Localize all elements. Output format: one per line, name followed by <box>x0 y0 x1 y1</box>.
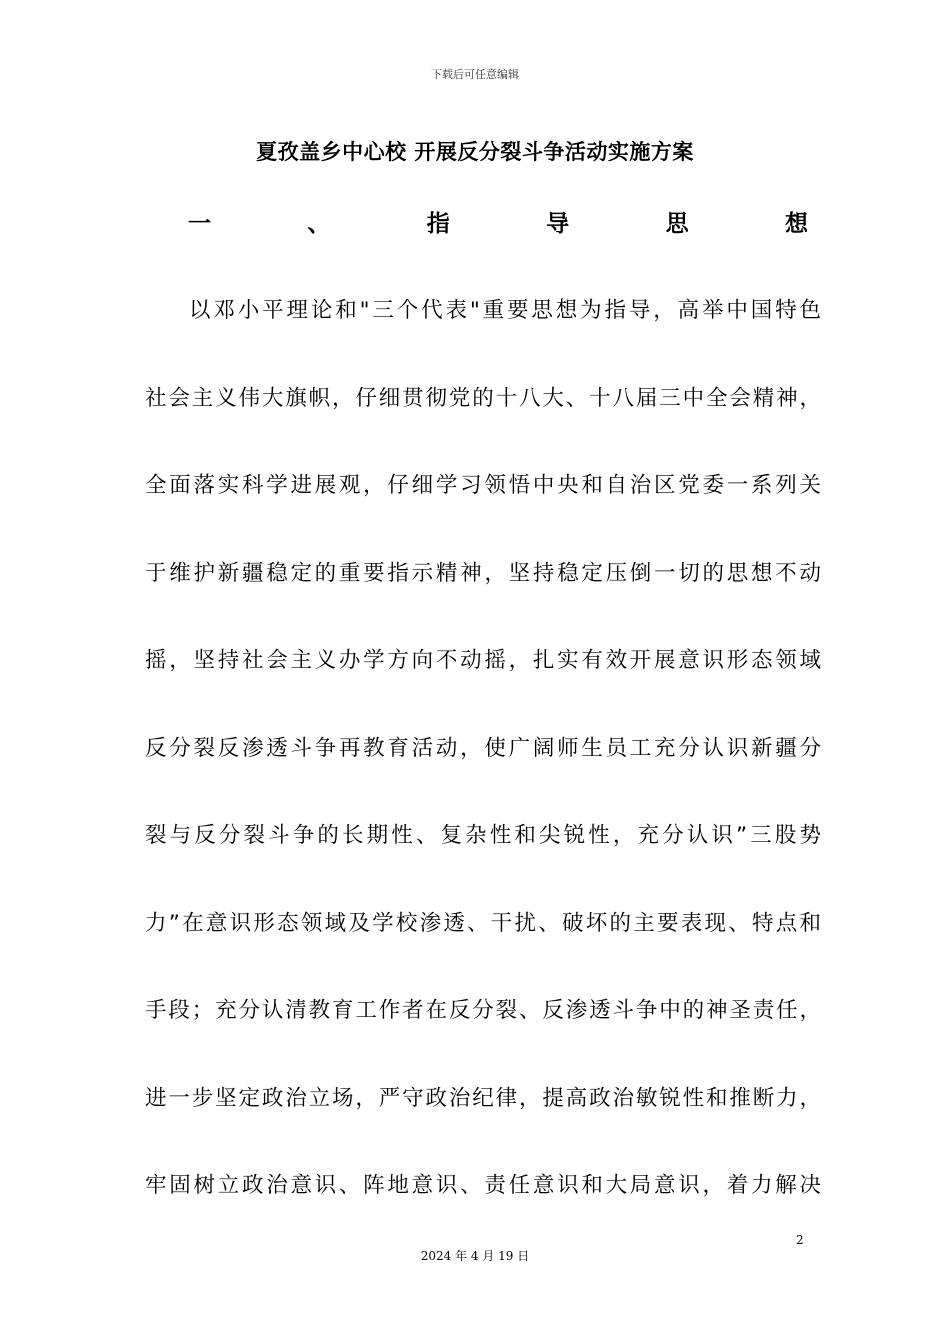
body-line: 反分裂反渗透斗争再教育活动，使广阔师生员工充分认识新疆分 <box>145 735 821 761</box>
section-heading-char: 想 <box>784 211 808 237</box>
body-line: 于维护新疆稳定的重要指示精神，坚持稳定压倒一切的思想不动 <box>145 560 821 586</box>
body-line: 以邓小平理论和"三个代表"重要思想为指导，高举中国特色 <box>189 298 821 323</box>
section-heading <box>188 208 808 240</box>
document-title: 夏孜盖乡中心校 开展反分裂斗争活动实施方案 <box>256 140 694 164</box>
page-number: 2 <box>796 1233 804 1247</box>
footer-date: 2024 年 4 月 19 日 <box>420 1249 530 1263</box>
section-heading-char: 指 <box>426 211 450 237</box>
body-paragraph <box>145 289 821 1252</box>
section-heading-char: 、 <box>307 211 331 237</box>
body-line: 力”在意识形态领域及学校渗透、干扰、破坏的主要表现、特点和 <box>145 910 821 936</box>
body-line: 全面落实科学进展观，仔细学习领悟中央和自治区党委一系列关 <box>145 473 821 498</box>
section-heading-char: 导 <box>546 211 570 237</box>
section-heading-char: 思 <box>665 211 689 237</box>
body-line: 手段；充分认清教育工作者在反分裂、反渗透斗争中的神圣责任， <box>145 998 821 1023</box>
body-line: 社会主义伟大旗帜，仔细贯彻党的十八大、十八届三中全会精神， <box>145 385 821 411</box>
section-heading-char: 一 <box>188 211 211 237</box>
body-line: 裂与反分裂斗争的长期性、复杂性和尖锐性，充分认识”三股势 <box>145 823 821 848</box>
body-line: 摇，坚持社会主义办学方向不动摇，扎实有效开展意识形态领域 <box>145 648 821 673</box>
body-line: 牢固树立政治意识、阵地意识、责任意识和大局意识，着力解决 <box>145 1173 821 1198</box>
header-note: 下载后可任意编辑 <box>431 68 519 81</box>
body-line: 进一步坚定政治立场，严守政治纪律，提高政治敏锐性和推断力， <box>145 1085 821 1111</box>
